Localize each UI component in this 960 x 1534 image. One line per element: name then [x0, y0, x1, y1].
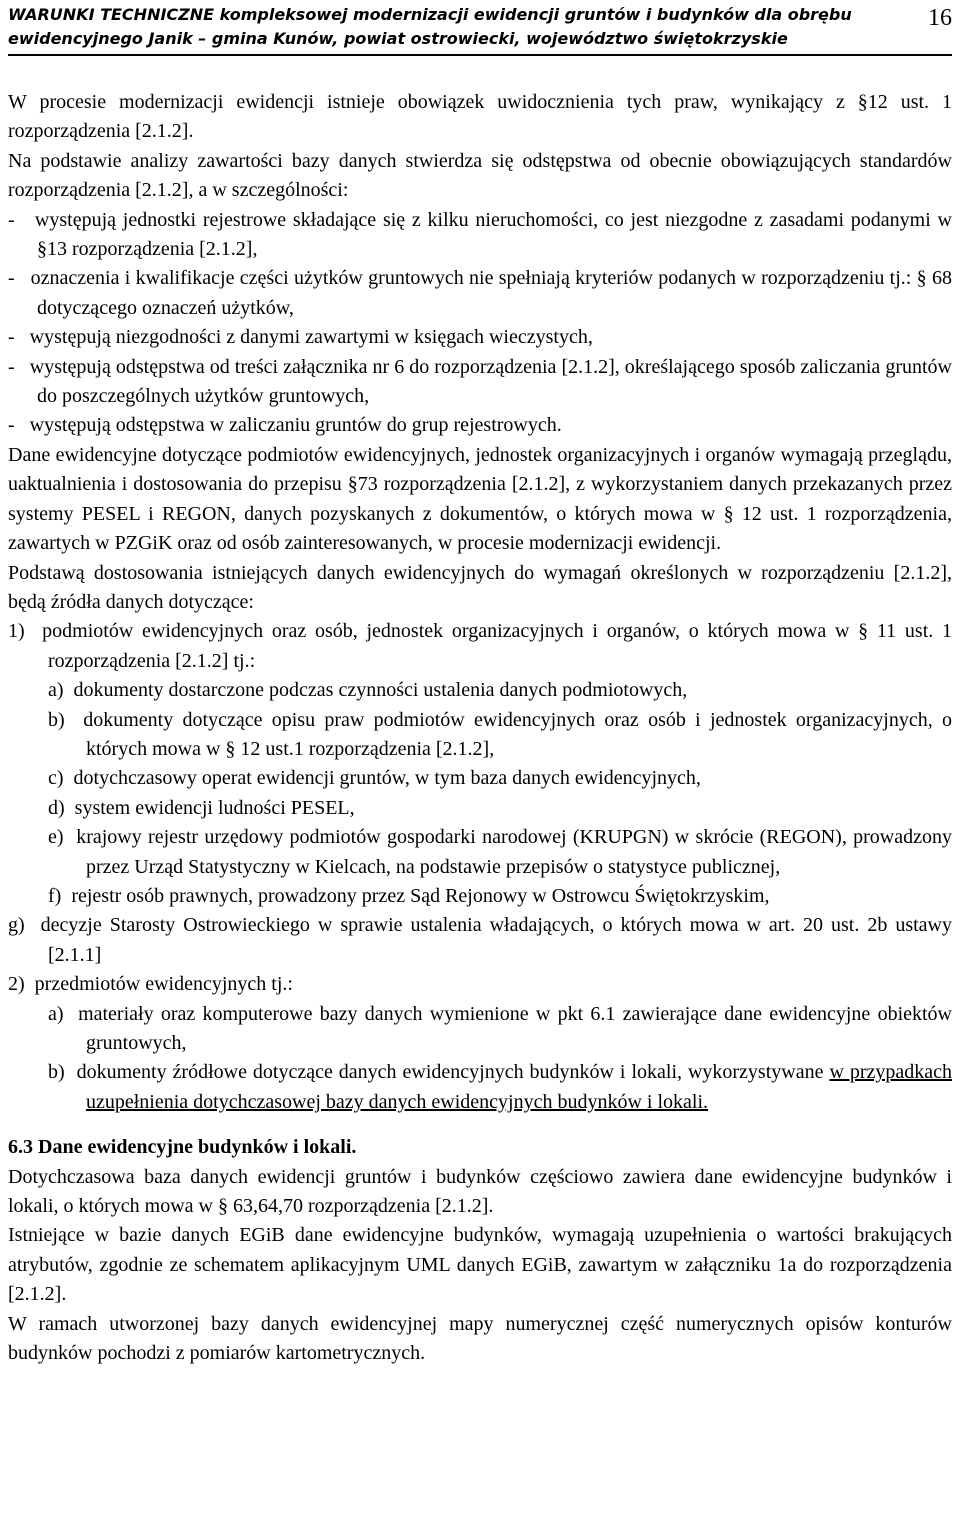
list-text: dokumenty dotyczące opisu praw podmiotów ewidencyjnych oraz osób i jednostek organizacyjnych, o których mowa w § 12 ust.1 rozporządzenia [2.1.2], [83, 708, 953, 760]
list-label: 1) [8, 620, 25, 643]
list-label: b) [48, 708, 65, 731]
list-item [8, 882, 952, 911]
list-text: dotychczasowy operat ewidencji gruntów, w tym baza danych ewidencyjnych, [73, 767, 701, 790]
list-text: system ewidencji ludności PESEL, [74, 796, 355, 819]
section-heading: 6.3 Dane ewidencyjne budynków i lokali. [8, 1136, 357, 1159]
page-number: 16 [928, 5, 952, 31]
list-label: b) [48, 1061, 65, 1084]
header-title-line-1: WARUNKI TECHNICZNE kompleksowej modernizacji ewidencji gruntów i budynków dla obrębu [8, 5, 852, 24]
paragraph-analiza: Na podstawie analizy zawartości bazy danych stwierdza się odstępstwa od obecnie obowiązujących standardów rozporządzenia [2.1.2], a w szczególności: [8, 149, 952, 202]
numbered-item-1 [8, 617, 952, 676]
list-text: rejestr osób prawnych, prowadzony przez Sąd Rejonowy w Ostrowcu Świętokrzyskim, [71, 884, 770, 907]
section-paragraph: Istniejące w bazie danych EGiB dane ewidencyjne budynków, wymagają uzupełnienia o wartości brakujących atrybutów, zgodnie ze schematem aplikacyjnym UML danych EGiB, zawartym w załączniku 1a do rozporządzenia [2.1.2]. [8, 1224, 952, 1306]
list-text: przedmiotów ewidencyjnych tj.: [34, 973, 293, 996]
list-label: g) [8, 914, 25, 937]
list-text: krajowy rejestr urzędowy podmiotów gospodarki narodowej (KRUPGN) w skrócie (REGON), prowadzony przez Urząd Statystyczny w Kielcach, na podstawie przepisów o statystyce publicznej, [76, 826, 953, 878]
section-paragraph: Dotychczasowa baza danych ewidencji gruntów i budynków częściowo zawiera dane ewidencyjne budynków i lokali, o których mowa w § 63,64,70 rozporządzenia [2.1.2]. [8, 1165, 952, 1218]
list-label: d) [48, 796, 65, 819]
list-text: materiały oraz komputerowe bazy danych wymienione w pkt 6.1 zawierające dane ewidencyjne obiektów gruntowych, [78, 1002, 953, 1054]
list-item [8, 706, 952, 765]
list-item [8, 1000, 952, 1059]
dash-item: - oznaczenia i kwalifikacje części użytków gruntowych nie spełniają kryteriów podanych w rozporządzeniu tj.: § 68 dotyczącego oznaczeń użytków, [8, 267, 952, 319]
list-item-g [8, 911, 952, 970]
dash-item: - występują odstępstwa od treści załącznika nr 6 do rozporządzenia [2.1.2], określającego sposób zaliczania gruntów do poszczególnych użytków gruntowych, [8, 355, 952, 408]
paragraph-obowiazek: W procesie modernizacji ewidencji istnieje obowiązek uwidocznienia tych praw, wynikający z §12 ust. 1 rozporządzenia [2.1.2]. [8, 91, 952, 143]
list-item [8, 764, 952, 793]
section-paragraph: W ramach utworzonej bazy danych ewidencyjnej mapy numerycznej część numerycznych opisów konturów budynków pochodzi z pomiarów kartometrycznych. [8, 1312, 952, 1365]
list-item [8, 823, 952, 882]
page-header [8, 0, 952, 56]
dash-item: - występują jednostki rejestrowe składające się z kilku nieruchomości, co jest niezgodne z zasadami podanymi w §13 rozporządzenia [2.1.2], [8, 208, 952, 261]
list-label: a) [48, 679, 64, 702]
list-item [8, 676, 952, 705]
list-label: f) [48, 884, 62, 907]
list-label: 2) [8, 973, 25, 996]
list-item [8, 1058, 952, 1117]
list-item [8, 794, 952, 823]
paragraph-podstawa: Podstawą dostosowania istniejących danych ewidencyjnych do wymagań określonych w rozporządzeniu [2.1.2], będą źródła danych dotyczące: [8, 561, 952, 613]
list-text: dokumenty źródłowe dotyczące danych ewidencyjnych budynków i lokali, wykorzystywane [76, 1061, 830, 1084]
underlined-text: w przypadkach uzupełnienia dotychczasowej bazy danych ewidencyjnych budynków i lokali. [86, 1061, 953, 1113]
document-body [8, 88, 952, 1368]
numbered-item-2 [8, 970, 952, 999]
dash-item: - występują odstępstwa w zaliczaniu gruntów do grup rejestrowych. [8, 414, 562, 437]
dash-item: - występują niezgodności z danymi zawartymi w księgach wieczystych, [8, 326, 593, 349]
list-text: podmiotów ewidencyjnych oraz osób, jednostek organizacyjnych i organów, o których mowa w § 11 ust. 1 rozporządzenia [2.1.2] tj.: [42, 620, 952, 672]
paragraph-dane-ewidencyjne: Dane ewidencyjne dotyczące podmiotów ewidencyjnych, jednostek organizacyjnych i organów wymagają przeglądu, uaktualnienia i dostosowania do przepisu §73 rozporządzenia [2.1.2], z wykorzystaniem danych przekazanych przez systemy PESEL i REGON, danych pozyskanych z dokumentów, o których mowa w § 12 ust. 1 rozporządzenia, zawartych w PZGiK oraz od osób zainteresowanych, w procesie modernizacji ewidencji. [8, 443, 952, 555]
list-text: decyzje Starosty Ostrowieckiego w sprawie ustalenia władających, o których mowa w art. 20 ust. 2b ustawy [2.1.1] [40, 914, 953, 966]
list-label: e) [48, 826, 64, 849]
list-label: c) [48, 767, 64, 790]
list-text: dokumenty dostarczone podczas czynności ustalenia danych podmiotowych, [73, 679, 688, 702]
list-label: a) [48, 1002, 64, 1025]
header-title-line-2: ewidencyjnego Janik – gmina Kunów, powiat ostrowiecki, województwo świętokrzyskie [8, 29, 788, 48]
